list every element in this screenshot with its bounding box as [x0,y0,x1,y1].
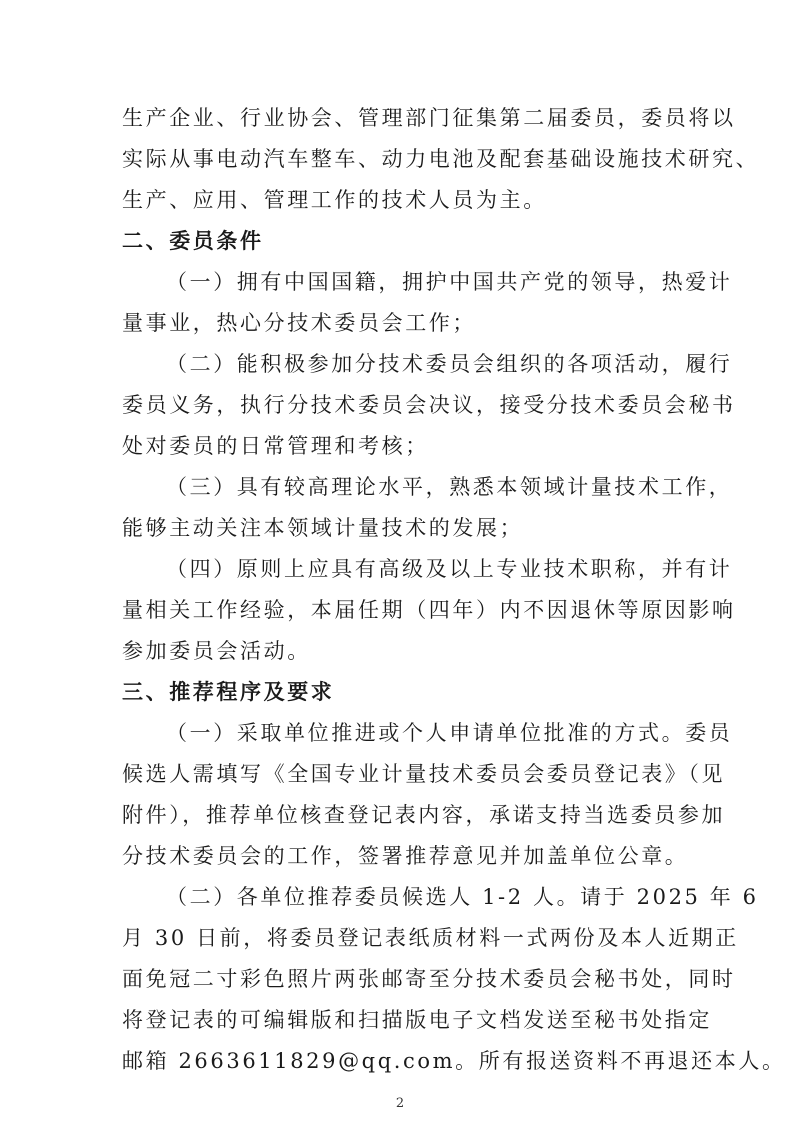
text-line: 将登记表的可编辑版和扫描版电子文档发送至秘书处指定 [122,1008,712,1032]
page-number: 2 [395,1096,405,1111]
text-line: 量相关工作经验，本届任期（四年）内不因退休等原因影响 [122,598,736,622]
text-line: 参加委员会活动。 [122,639,311,663]
paragraph-start: （二）各单位推荐委员候选人 1-2 人。请于 2025 年 6 [166,885,759,909]
text-line: 分技术委员会的工作，签署推荐意见并加盖单位公章。 [122,844,689,868]
text-line: 生产、应用、管理工作的技术人员为主。 [122,188,547,212]
paragraph-start: （四）原则上应具有高级及以上专业技术职称，并有计 [166,557,733,581]
text-line: 能够主动关注本领域计量技术的发展； [122,516,524,540]
text-line: 月 30 日前，将委员登记表纸质材料一式两份及本人近期正 [122,926,739,950]
text-line: 委员义务，执行分技术委员会决议，接受分技术委员会秘书 [122,393,736,417]
paragraph-start: （一）拥有中国国籍，拥护中国共产党的领导，热爱计 [166,270,733,294]
text-line: 候选人需填写《全国专业计量技术委员会委员登记表》（见 [122,762,726,786]
section-heading: 三、推荐程序及要求 [122,680,335,704]
text-line: 生产企业、行业协会、管理部门征集第二届委员，委员将以 [122,106,736,130]
section-heading: 二、委员条件 [122,229,264,253]
text-line: 实际从事电动汽车整车、动力电池及配套基础设施技术研究、 [122,147,760,171]
paragraph-start: （三）具有较高理论水平，熟悉本领域计量技术工作， [166,475,733,499]
text-line: 处对委员的日常管理和考核； [122,434,429,458]
text-line: 邮箱 2663611829@qq.com。所有报送资料不再退还本人。 [122,1049,786,1073]
paragraph-start: （二）能积极参加分技术委员会组织的各项活动，履行 [166,352,733,376]
paragraph-start: （一）采取单位推进或个人申请单位批准的方式。委员 [166,721,733,745]
text-line: 面免冠二寸彩色照片两张邮寄至分技术委员会秘书处，同时 [122,967,736,991]
text-line: 附件），推荐单位核查登记表内容，承诺支持当选委员参加 [122,803,726,827]
text-line: 量事业，热心分技术委员会工作； [122,311,476,335]
